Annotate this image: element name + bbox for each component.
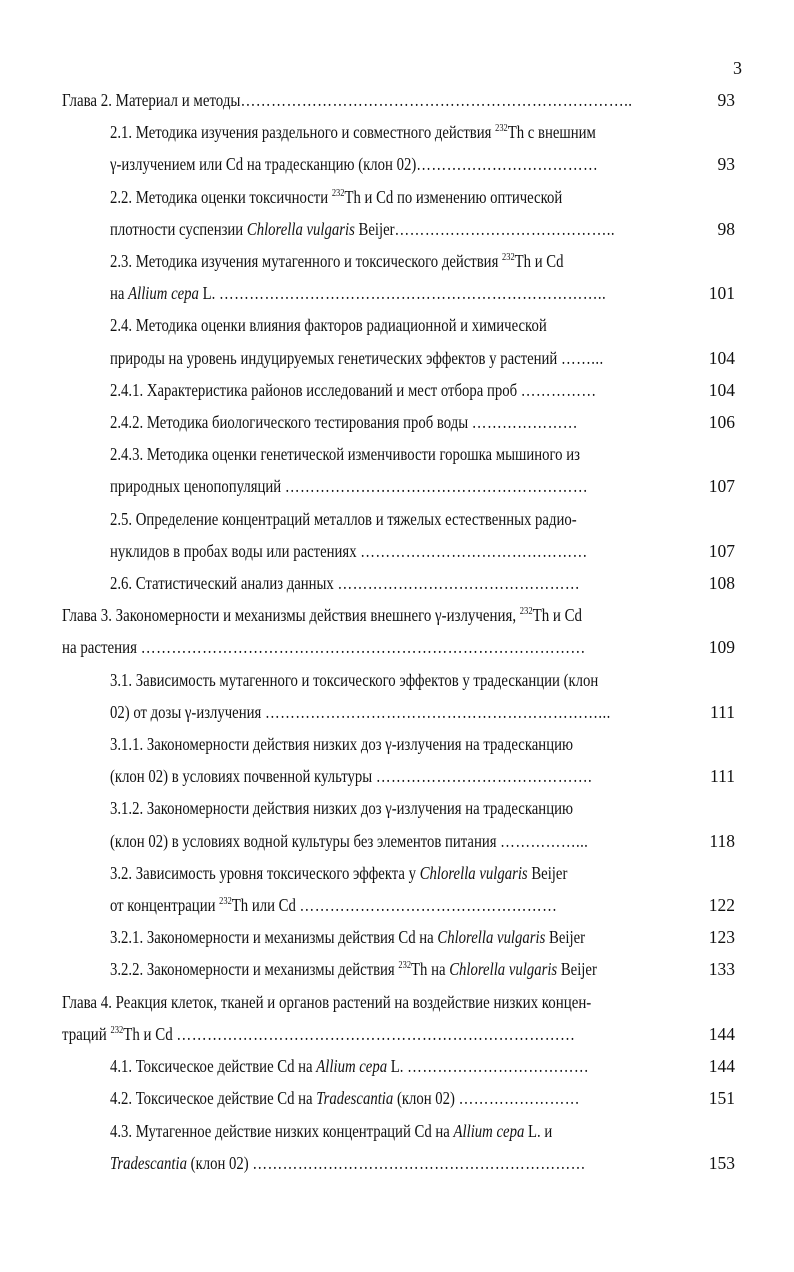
toc-entry-text: 2.2. Методика оценки токсичности $^{232}$Th и Cd по изменению оптической: [110, 186, 563, 207]
toc-page-number: 122: [708, 895, 735, 916]
toc-entry-text: 2.5. Определение концентраций металлов и тяжелых естественных радио-: [110, 508, 577, 529]
toc-row: [0, 438, 794, 470]
toc-page-number: 101: [708, 283, 735, 304]
toc-row: [0, 535, 794, 567]
toc-row: [0, 84, 794, 116]
toc-page-number: 93: [717, 90, 735, 110]
toc-row: [0, 986, 794, 1018]
toc-entry-text: 2.4.2. Методика биологического тестирования проб воды …………………: [110, 412, 578, 433]
toc-row: [0, 953, 794, 985]
toc-page-number: 104: [708, 347, 735, 368]
toc-entry-text: 2.1. Методика изучения раздельного и совместного действия $^{232}$Th с внешним: [110, 122, 596, 143]
toc-entry-text: 2.3. Методика изучения мутагенного и токсического действия $^{232}$Th и Cd: [110, 251, 564, 272]
toc-row: [0, 1018, 794, 1050]
toc-entry-text: 3.1.1. Закономерности действия низких доз γ-излучения на традесканцию: [110, 734, 573, 755]
toc-page-number: 107: [708, 540, 735, 561]
toc-row: [0, 921, 794, 953]
toc-page-number: 153: [708, 1152, 735, 1173]
toc-entry-text: (клон 02) в условиях водной культуры без элементов питания ……………...: [110, 830, 589, 851]
toc-entry-text: 3.2.1. Закономерности и механизмы действия Cd на Chlorella vulgaris Beijer: [110, 927, 586, 948]
toc-row: [0, 1147, 794, 1179]
toc-page-number: 106: [708, 412, 735, 433]
toc-row: [0, 1082, 794, 1114]
toc-row: [0, 309, 794, 341]
toc-entry-text: природных ценопопуляций ……………………………………………………: [110, 476, 588, 497]
toc-entry-text: γ-излучением или Cd на традесканцию (клон 02)………………………………: [110, 154, 599, 175]
toc-page-number: 144: [708, 1023, 735, 1044]
toc-row: [0, 857, 794, 889]
toc-row: [0, 342, 794, 374]
toc-page-number: 111: [710, 701, 735, 722]
toc-row: [0, 696, 794, 728]
toc-row: [0, 245, 794, 277]
toc-entry-text: 2.4.3. Методика оценки генетической изменчивости горошка мышиного из: [110, 444, 580, 465]
toc-entry-text: 3.2. Зависимость уровня токсического эффекта у Chlorella vulgaris Beijer: [110, 862, 568, 883]
toc-page-number: 109: [708, 637, 735, 658]
toc-row: [0, 728, 794, 760]
toc-entry-text: 3.1.2. Закономерности действия низких доз γ-излучения на традесканцию: [110, 798, 573, 819]
toc-entry-text: (клон 02) в условиях почвенной культуры …………………………………….: [110, 766, 593, 787]
toc-row: [0, 1050, 794, 1082]
toc-page-number: 111: [710, 766, 735, 787]
toc-entry-text: 4.2. Токсическое действие Cd на Tradescantia (клон 02) ……………………: [110, 1088, 580, 1109]
toc-entry-text: 2.6. Статистический анализ данных …………………………………………: [110, 573, 581, 594]
toc-entry-text: 3.2.2. Закономерности и механизмы действия $^{232}$Th на Chlorella vulgaris Beijer: [110, 959, 597, 980]
toc-entry-text: Глава 2. Материал и методы…………………………………………………………………..: [62, 90, 633, 110]
toc-entry-text: от концентрации $^{232}$Th или Cd ……………………………………………: [110, 895, 558, 916]
toc-row: [0, 148, 794, 180]
toc-page-number: 123: [708, 927, 735, 948]
toc-row: [0, 631, 794, 663]
toc-entry-text: Глава 4. Реакция клеток, тканей и органов растений на воздействие низких концен-: [62, 991, 592, 1012]
toc-row: [0, 374, 794, 406]
toc-page-number: 151: [708, 1088, 735, 1109]
toc-row: [0, 825, 794, 857]
toc-row: [0, 470, 794, 502]
toc-entry-text: 4.3. Мутагенное действие низких концентраций Cd на Allium cepa L. и: [110, 1120, 553, 1141]
toc-entry-text: 2.4. Методика оценки влияния факторов радиационной и химической: [110, 315, 547, 336]
toc-entry-text: 4.1. Токсическое действие Cd на Allium cepa L. ………………………………: [110, 1056, 590, 1077]
toc-row: [0, 116, 794, 148]
toc-page-number: 93: [717, 154, 735, 175]
toc-entry-text: траций $^{232}$Th и Cd ……………………………………………………………………: [62, 1023, 576, 1044]
toc-entry-text: Глава 3. Закономерности и механизмы действия внешнего γ-излучения, $^{232}$Th и Cd: [62, 605, 583, 626]
page-number: 3: [733, 58, 742, 78]
toc-row: [0, 599, 794, 631]
toc-entry-text: 3.1. Зависимость мутагенного и токсического эффектов у традесканции (клон: [110, 669, 599, 690]
toc-row: [0, 503, 794, 535]
toc-row: [0, 213, 794, 245]
toc-page-number: 108: [708, 573, 735, 594]
toc-entry-text: Tradescantia (клон 02) …………………………………………………………: [110, 1152, 586, 1173]
toc-page-number: 118: [709, 830, 735, 851]
toc-entry-text: 02) от дозы γ-излучения …………………………………………………………...: [110, 701, 611, 722]
toc-entry-text: плотности суспензии Chlorella vulgaris Beijer……………………………………..: [110, 218, 615, 239]
toc-row: [0, 1115, 794, 1147]
toc-row: [0, 567, 794, 599]
toc-entry-text: на Allium cepa L. …………………………………………………………………..: [110, 283, 607, 304]
toc-row: [0, 277, 794, 309]
toc-entry-text: нуклидов в пробах воды или растениях ………………………………………: [110, 540, 588, 561]
toc-entry-text: природы на уровень индуцируемых генетических эффектов у растений ……...: [110, 347, 604, 368]
table-of-contents: [0, 84, 794, 1179]
toc-page-number: 98: [717, 218, 735, 239]
toc-row: [0, 664, 794, 696]
toc-page-number: 104: [708, 379, 735, 400]
toc-page-number: 107: [708, 476, 735, 497]
toc-row: [0, 792, 794, 824]
toc-row: [0, 181, 794, 213]
toc-page-number: 144: [708, 1056, 735, 1077]
toc-entry-text: 2.4.1. Характеристика районов исследований и мест отбора проб ……………: [110, 379, 597, 400]
toc-row: [0, 760, 794, 792]
toc-row: [0, 406, 794, 438]
toc-page-number: 133: [708, 959, 735, 980]
toc-row: [0, 889, 794, 921]
toc-entry-text: на растения ……………………………………………………………………………: [62, 637, 586, 658]
